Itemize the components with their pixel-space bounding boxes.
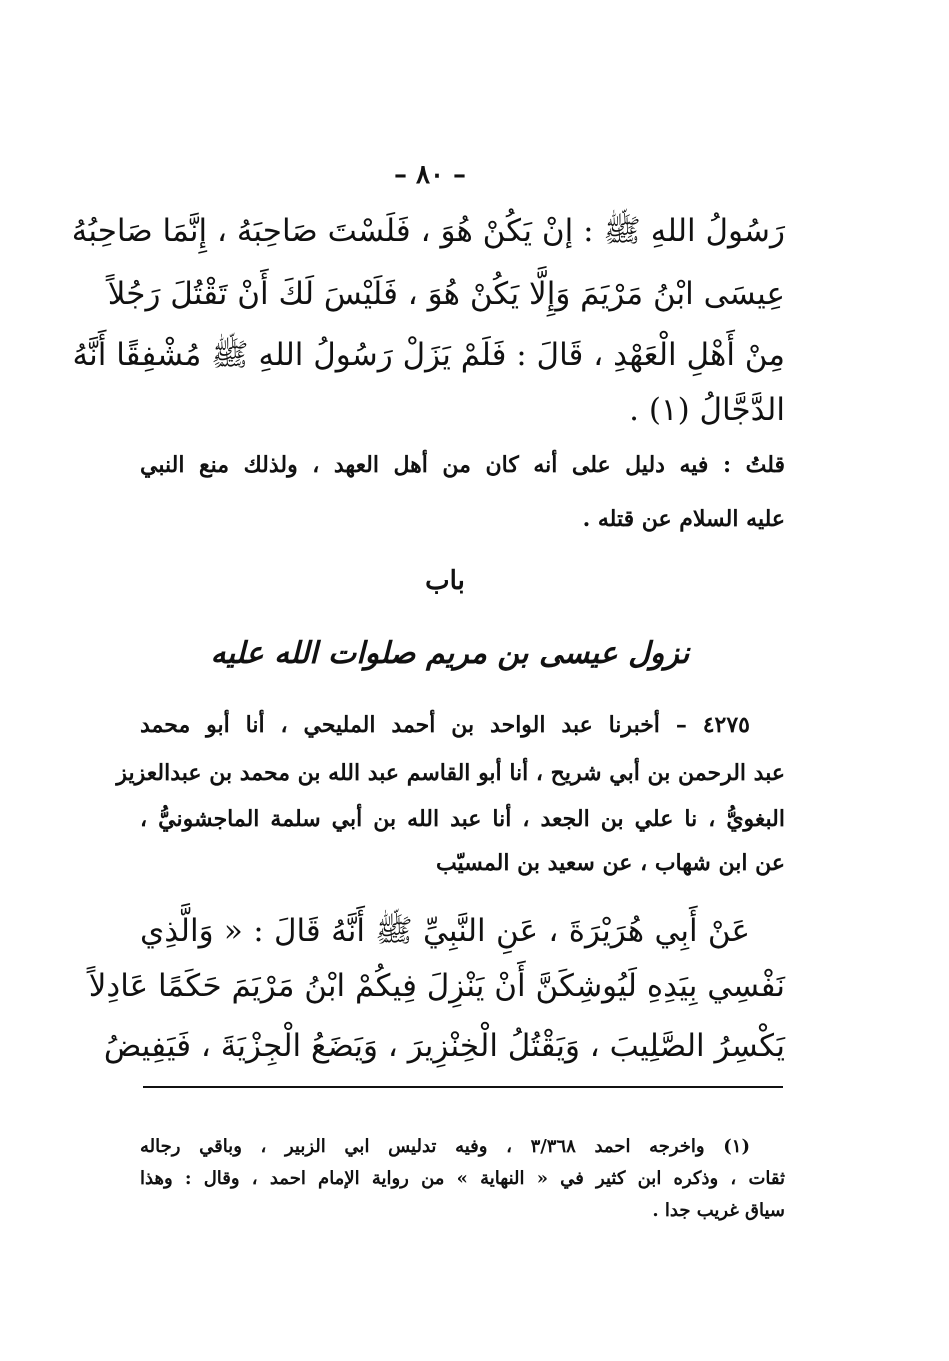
chapter-title: نزول عيسى بن مريم صلوات الله عليه — [210, 636, 690, 671]
hadith-line-2: نَفْسِي بِيَدِهِ لَيُوشِكَنَّ أَنْ يَنْزِلَ فِيكُمْ ابْنُ مَرْيَمَ حَكَمًا عَادِلاً — [88, 968, 785, 1004]
footnote-separator — [143, 1086, 783, 1088]
chapter-label: باب — [425, 566, 465, 596]
commentary-line-2: عليه السلام عن قتله . — [582, 506, 785, 532]
chain-line-4: عن ابن شهاب ، عن سعيد بن المسيّب — [436, 850, 785, 876]
footnote-line-1: (١) واخرجه احمد ٣/٣٦٨ ، وفيه تدليس ابي الزبير ، وباقي رجاله — [140, 1136, 750, 1157]
passage-line-1: رَسُولُ اللهِ ﷺ : إنْ يَكُنْ هُوَ ، فَلَسْتَ صَاحِبَهُ ، إِنَّمَا صَاحِبُهُ — [71, 213, 785, 249]
footnote-line-2: ثقات ، وذكره ابن كثير في « النهاية » من رواية الإمام احمد ، وقال : وهذا — [140, 1168, 785, 1189]
chain-line-1: ٤٢٧٥ – أخبرنا عبد الواحد بن أحمد المليحي ، أنا أبو محمد — [140, 712, 750, 738]
chain-line-3: البغويُّ ، نا علي بن الجعد ، أنا عبد الله بن أبي سلمة الماجشونيُّ ، — [140, 806, 785, 832]
passage-line-2: عِيسَى ابْنُ مَرْيَمَ وَإِلَّا يَكُنْ هُوَ ، فَلَيْسَ لَكَ أَنْ تَقْتُلَ رَجُلاً — [107, 276, 785, 312]
footnote-line-3: سياق غريب جدا . — [652, 1200, 785, 1221]
passage-line-4: الدَّجَّالُ (١) . — [629, 392, 785, 428]
commentary-line-1: قلتُ : فيه دليل على أنه كان من أهل العهد ، ولذلك منع النبي — [140, 452, 785, 478]
page-number: – ٨٠ – — [393, 160, 467, 190]
hadith-line-3: يَكْسِرُ الصَّلِيبَ ، وَيَقْتُلُ الْخِنْزِيرَ ، وَيَضَعُ الْجِزْيَةَ ، فَيَفِيضُ — [103, 1028, 785, 1064]
passage-line-3: مِنْ أَهْلِ الْعَهْدِ ، قَالَ : فَلَمْ يَزَلْ رَسُولُ اللهِ ﷺ مُشْفِقًا أَنَّهُ — [72, 337, 785, 373]
chain-line-2: عبد الرحمن بن أبي شريح ، أنا أبو القاسم عبد الله بن محمد بن عبدالعزيز — [116, 760, 785, 786]
hadith-line-1: عَنْ أَبِي هُرَيْرَةَ ، عَنِ النَّبِيِّ ﷺ أَنَّهُ قَالَ : « وَالَّذِي — [140, 913, 750, 949]
